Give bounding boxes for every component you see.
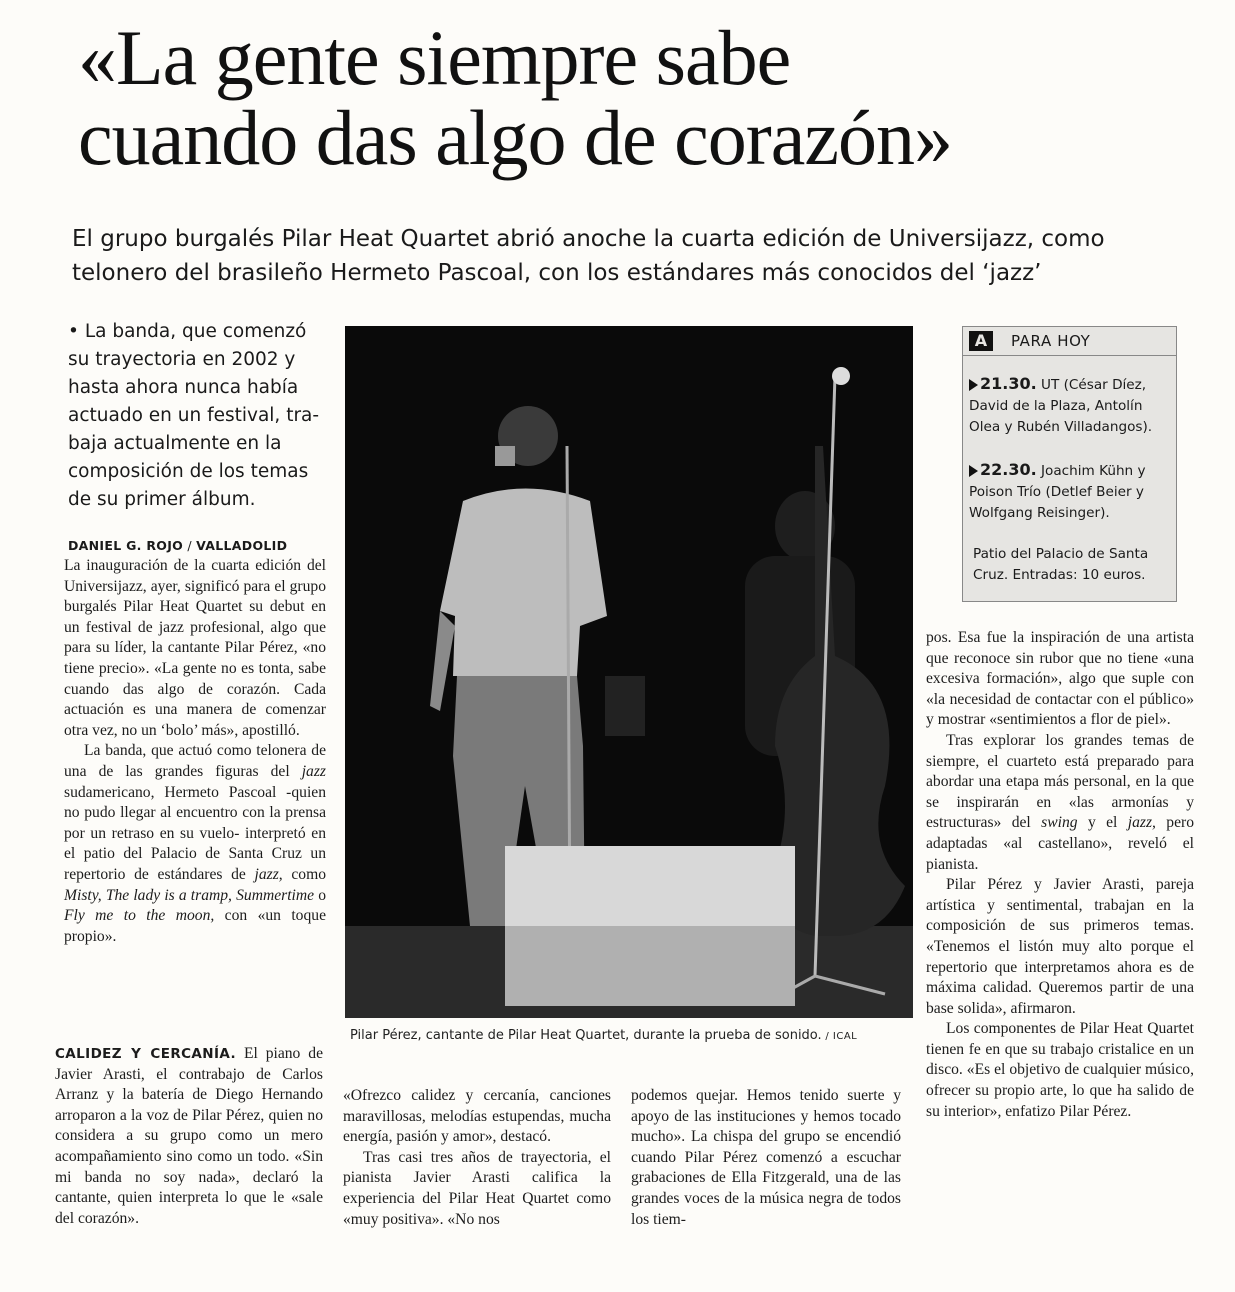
schedule-text: Joachim Kühn y Poison Trío (Detlef Beier y Wolfgang Reisinger). <box>969 463 1146 521</box>
byline-author: DANIEL G. ROJO <box>68 538 184 553</box>
lede-line: de su primer álbum. <box>68 489 256 510</box>
arrow-icon <box>969 379 978 391</box>
lede-line: actuado en un festival, tra- <box>68 405 320 426</box>
box-title: PARA HOY <box>1011 332 1091 350</box>
photo-caption <box>350 1028 910 1043</box>
headline <box>78 14 1208 181</box>
schedule-time: 21.30. <box>980 374 1037 393</box>
schedule-time: 22.30. <box>980 460 1037 479</box>
paragraph: pos. Esa fue la inspiración de una artista que reconoce sin rubor que no tiene «una excesiva formación», algo que suple con «la necesidad de contactar con el público» y mostrar «sentimientos a flor de piel». <box>926 629 1194 729</box>
paragraph: Tras explorar los grandes temas de siempre, el cuarteto está preparado para abordar una etapa más personal, en la que se inspirarán en «las armonías y estructuras» del swing y el jazz, pero adaptadas «al castellano», reveló el pianista. <box>926 731 1195 873</box>
lede-line: hasta ahora nunca había <box>68 377 299 398</box>
headline-line-2: cuando das algo de corazón» <box>78 94 952 181</box>
venue-info: Patio del Palacio de Santa Cruz. Entradas: 10 euros. <box>973 546 1149 583</box>
byline <box>68 538 287 553</box>
paragraph: podemos quejar. Hemos tenido suerte y apoyo de las instituciones y hemos tocado mucho». La chispa del grupo se encendió cuando Pilar Pérez comenzó a escuchar grabaciones de Ella Fitzgerald, una de las grandes voces de la música negra de todos los tiem- <box>631 1087 901 1228</box>
section-logo-icon: A <box>969 331 993 351</box>
section-subtitle: CALIDEZ Y CERCANÍA. <box>55 1046 237 1062</box>
paragraph: Pilar Pérez y Javier Arasti, pareja artística y sentimental, trabajan en la composición de sus primeros temas. «Tenemos el listón muy alto porque el repertorio que interpretamos ahora es de máxima calidad. Queremos partir de una base solida», afirmaron. <box>926 876 1194 1017</box>
article-column-1 <box>64 556 326 947</box>
schedule-text: UT (César Díez, David de la Plaza, Antolín Olea y Rubén Villadangos). <box>969 377 1153 435</box>
schedule-entry <box>969 373 1169 438</box>
lede-line: baja actualmente en la <box>68 433 282 454</box>
article-column-2 <box>343 1086 611 1230</box>
lede-bullet: • <box>68 321 79 342</box>
subheadline <box>72 222 1192 290</box>
paragraph: La inauguración de la cuarta edición del Universijazz, ayer, significó para el grupo burgalés Pilar Heat Quartet su debut en un festival de jazz profesional, algo que para su líder, la cantante Pilar Pérez, «no tiene precio». «La gente no es tonta, sabe cuando das algo de corazón. Cada actuación es una manera de comenzar otra vez, no un ‘bolo’ más», apostilló. <box>64 557 326 739</box>
lede-line: La banda, que comenzó <box>84 321 307 342</box>
paragraph: La banda, que actuó como telonera de una de las grandes figuras del jazz sudamericano, Hermeto Pascoal -quien no pudo llegar al encuentro con la prensa por un retraso en su vuelo- interpretó en el patio del Palacio de Santa Cruz un repertorio de estándares de jazz, como Misty, The lady is a tramp, Summertime o Fly me to the moon, con «un toque propio». <box>64 742 326 945</box>
paragraph: Tras casi tres años de trayectoria, el pianista Javier Arasti califica la experiencia del Pilar Heat Quartet como «muy positiva». «No nos <box>343 1148 611 1228</box>
article-column-1-section <box>55 1044 323 1229</box>
para-hoy-box <box>962 326 1177 602</box>
paragraph: CALIDEZ Y CERCANÍA. El piano de Javier Arasti, el contrabajo de Carlos Arranz y la batería de Diego Hernando arroparon a la voz de Pilar Pérez, quien no considera a su grupo como un mero acompañamiento sino como un todo. «Sin mi banda no soy nada», declaró la cantante, quien interpreta lo que le «sale del corazón». <box>55 1045 323 1227</box>
photo-illustration <box>345 326 913 1018</box>
subheadline-line-1: El grupo burgalés Pilar Heat Quartet abrió anoche la cuarta edición de Universijazz, como <box>72 226 1105 252</box>
photo-credit: / ICAL <box>821 1031 858 1042</box>
headline-line-1: «La gente siempre sabe <box>78 14 791 101</box>
caption-text: Pilar Pérez, cantante de Pilar Heat Quartet, durante la prueba de sonido. <box>350 1028 822 1043</box>
article-column-4 <box>926 628 1194 1122</box>
subheadline-line-2: telonero del brasileño Hermeto Pascoal, con los estándares más conocidos del ‘jazz’ <box>72 260 1042 286</box>
paragraph: Los componentes de Pilar Heat Quartet tienen fe en que su trabajo cristalice en un disco. «Es el objetivo de cualquier músico, ofrecer su propio arte, lo que ha salido de su interior», enfatizo Pilar Pérez. <box>926 1020 1194 1120</box>
arrow-icon <box>969 465 978 477</box>
lede <box>68 318 330 514</box>
article-column-3 <box>631 1086 901 1230</box>
byline-separator: / <box>183 538 197 553</box>
concert-photo <box>345 326 913 1018</box>
lede-line: composición de los temas <box>68 461 309 482</box>
schedule-entry <box>969 459 1169 524</box>
byline-place: VALLADOLID <box>196 538 288 553</box>
lede-line: su trayectoria en 2002 y <box>68 349 296 370</box>
box-header <box>963 327 1176 356</box>
paragraph: «Ofrezco calidez y cercanía, canciones maravillosas, melodías estupendas, mucha energía, pasión y amor», destacó. <box>343 1087 611 1146</box>
